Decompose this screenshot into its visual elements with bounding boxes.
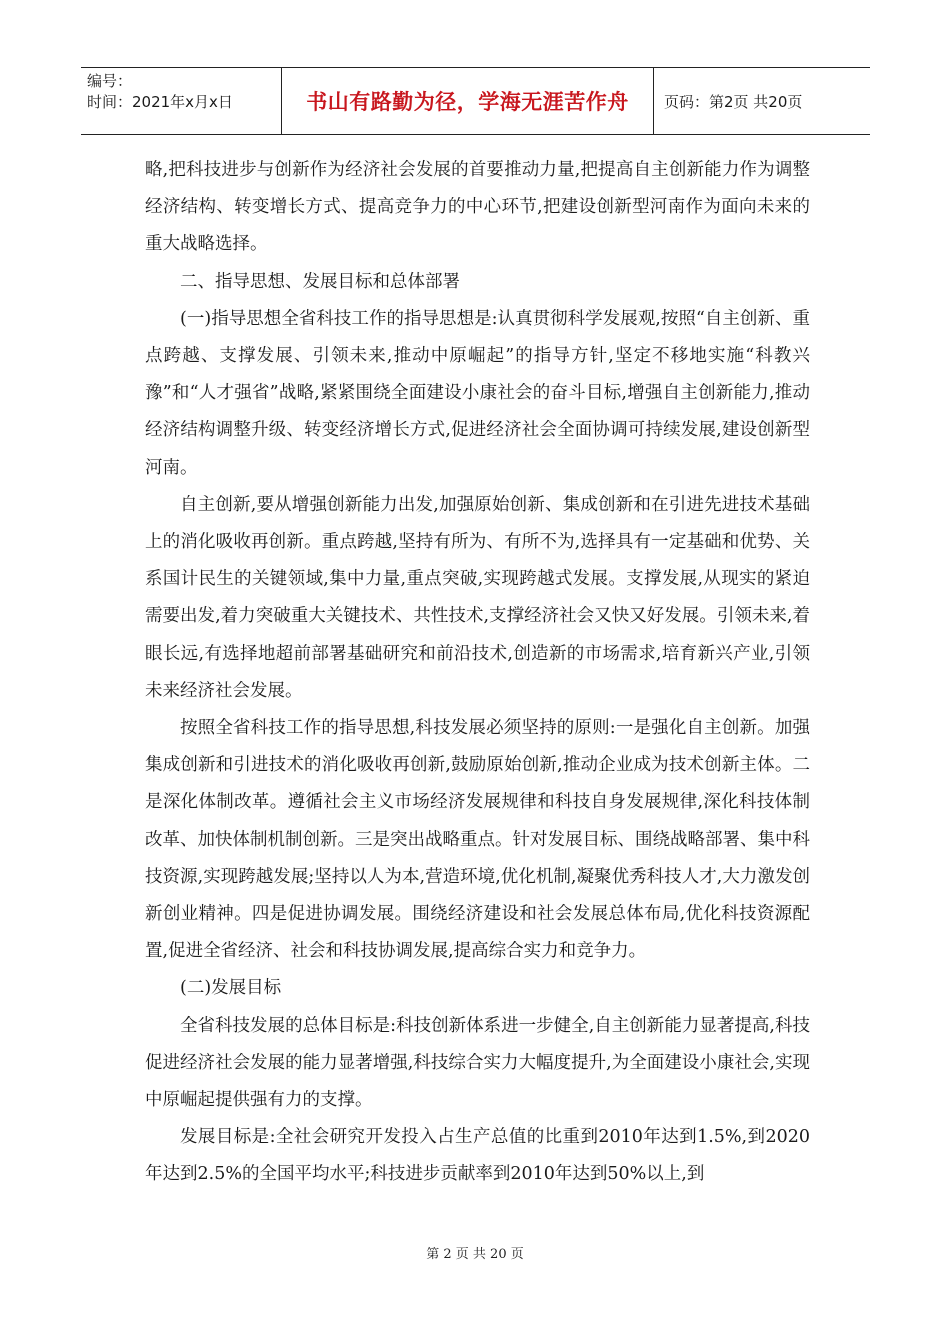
header-page-number: 页码：第2页 共20页 — [664, 92, 803, 111]
paragraph-principles: 按照全省科技工作的指导思想,科技发展必须坚持的原则:一是强化自主创新。加强集成创新和引进技术的消化吸收再创新,鼓励原始创新,推动企业成为技术创新主体。二是深化体制改革。遵循社会主义市场经济发展规律和科技自身发展规律,深化科技体制改革、加快体制机制创新。三是突出战略重点。针对发展目标、围绕战略部署、集中科技资源,实现跨越发展;坚持以人为本,营造环境,优化机制,凝聚优秀科技人才,大力激发创新创业精神。四是促进协调发展。围绕经济建设和社会发展总体布局,优化科技资源配置,促进全省经济、社会和科技协调发展,提高综合实力和竞争力。 — [145, 718, 810, 962]
page-header — [81, 67, 870, 135]
paragraph-development-targets: 发展目标是:全社会研究开发投入占生产总值的比重到2010年达到1.5%,到2020年达到2.5%的全国平均水平;科技进步贡献率到2010年达到50%以上,到 — [145, 1127, 810, 1185]
paragraph-independent-innovation: 自主创新,要从增强创新能力出发,加强原始创新、集成创新和在引进先进技术基础上的消化吸收再创新。重点跨越,坚持有所为、有所不为,选择具有一定基础和优势、关系国计民生的关键领域,集中力量,重点突破,实现跨越式发展。支撑发展,从现实的紧迫需要出发,着力突破重大关键技术、共性技术,支撑经济社会又快又好发展。引领未来,着眼长远,有选择地超前部署基础研究和前沿技术,创造新的市场需求,培育新兴产业,引领未来经济社会发展。 — [145, 494, 810, 701]
section-heading-2: 二、指导思想、发展目标和总体部署 — [180, 271, 460, 292]
paragraph-continuation: 略,把科技进步与创新作为经济社会发展的首要推动力量,把提高自主创新能力作为调整经济结构、转变增长方式、提高竞争力的中心环节,把建设创新型河南作为面向未来的重大战略选择。 — [145, 160, 810, 255]
paragraph-overall-goal: 全省科技发展的总体目标是:科技创新体系进一步健全,自主创新能力显著提高,科技促进经济社会发展的能力显著增强,科技综合实力大幅度提升,为全面建设小康社会,实现中原崛起提供强有力的支撑。 — [145, 1015, 810, 1111]
header-motto: 书山有路勤为径，学海无涯苦作舟 — [282, 68, 654, 134]
header-meta — [81, 68, 282, 134]
paragraph-guiding-ideology: (一)指导思想全省科技工作的指导思想是:认真贯彻科学发展观,按照“自主创新、重点跨越、支撑发展、引领未来,推动中原崛起”的指导方针,坚定不移地实施“科教兴豫”和“人才强省”战略,紧紧围绕全面建设小康社会的奋斗目标,增强自主创新能力,推动经济结构调整升级、转变经济增长方式,促进经济社会全面协调可持续发展,建设创新型河南。 — [145, 308, 810, 478]
subsection-heading-development-goals: (二)发展目标 — [180, 978, 282, 999]
page-footer: 第 2 页 共 20 页 — [426, 1247, 524, 1262]
document-time-label: 时间：2021年x月x日 — [87, 93, 233, 111]
document-body — [145, 152, 810, 1194]
document-number-label: 编号： — [87, 72, 133, 90]
